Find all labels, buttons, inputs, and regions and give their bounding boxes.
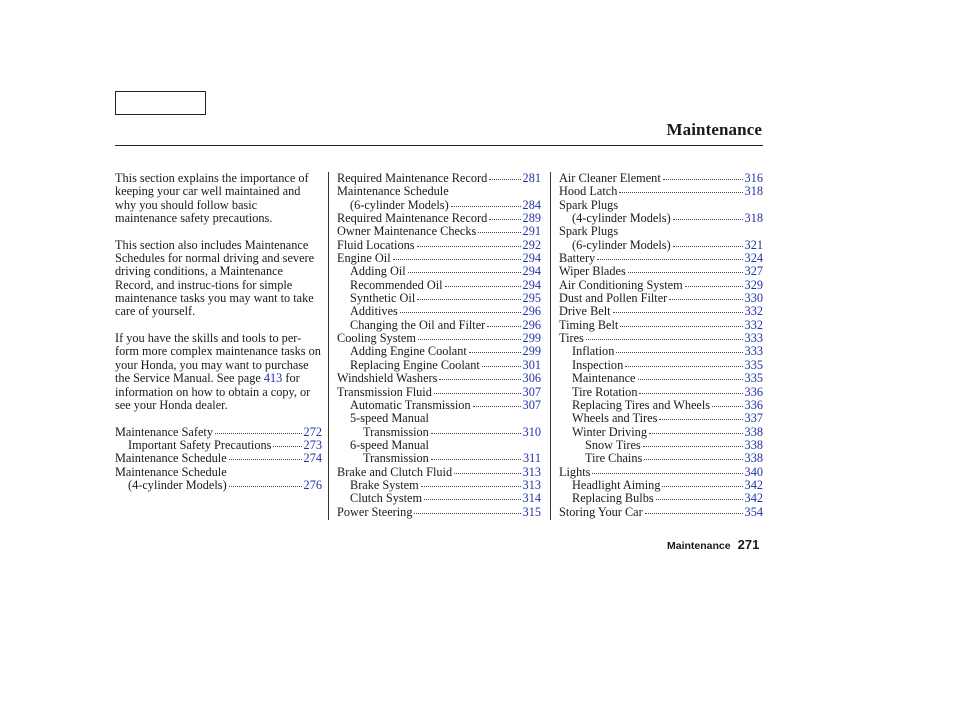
index-entry[interactable] (337, 386, 541, 399)
index-entry[interactable] (559, 386, 763, 399)
page-link[interactable]: 354 (744, 504, 763, 519)
index-entry-label: 6-speed Manual (350, 437, 429, 452)
index-entry-label: Storing Your Car (559, 504, 643, 519)
dot-leader (712, 405, 742, 407)
index-entry[interactable] (337, 199, 541, 212)
index-entry-label: Spark Plugs (559, 224, 619, 239)
page-link[interactable]: 338 (744, 424, 763, 439)
page-link[interactable]: 315 (522, 504, 541, 519)
page-link[interactable]: 313 (522, 464, 541, 479)
dot-leader (414, 512, 520, 514)
index-entry-label: Fluid Locations (337, 237, 415, 252)
index-entry[interactable] (559, 506, 763, 519)
index-entry[interactable] (337, 279, 541, 292)
dot-leader (613, 311, 743, 313)
dot-leader (417, 245, 521, 247)
index-entry (115, 466, 322, 479)
index-entry-label: Brake and Clutch Fluid (337, 464, 453, 479)
index-entry-label: Power Steering (337, 504, 413, 519)
page-link[interactable]: 318 (744, 184, 763, 199)
dot-leader (616, 351, 742, 353)
index-entry-label: Spark Plugs (559, 197, 619, 212)
index-entry[interactable] (115, 426, 322, 439)
page-link[interactable]: 330 (744, 291, 763, 306)
index-entry-label: Tires (559, 331, 584, 346)
dot-leader (489, 178, 520, 180)
page-link[interactable]: 272 (303, 424, 322, 439)
dot-leader (625, 365, 742, 367)
page-link[interactable]: 301 (522, 357, 541, 372)
page-link[interactable]: 316 (744, 171, 763, 185)
page-link[interactable]: 329 (744, 277, 763, 292)
index-entry-label: Tire Chains (585, 451, 643, 466)
dot-leader (685, 285, 743, 287)
index-entry-label: Hood Latch (559, 184, 618, 199)
page-link[interactable]: 284 (522, 197, 541, 212)
dot-leader (431, 458, 521, 460)
index-entry-label: Recommended Oil (350, 277, 443, 292)
index-entry[interactable] (559, 185, 763, 198)
index-column-2 (337, 172, 541, 519)
page-link[interactable]: 289 (522, 211, 541, 226)
index-entry-label: Transmission Fluid (337, 384, 432, 399)
index-entry-label: Battery (559, 251, 596, 266)
dot-leader (400, 311, 521, 313)
index-entry[interactable] (559, 319, 763, 332)
dot-leader (393, 258, 521, 260)
index-entry (559, 225, 763, 238)
dot-leader (619, 191, 742, 193)
index-entry-label: Adding Engine Coolant (350, 344, 467, 359)
index-entry[interactable] (559, 345, 763, 358)
page-number: 271 (737, 537, 760, 552)
index-entry-label: Drive Belt (559, 304, 611, 319)
index-entry[interactable] (559, 332, 763, 345)
index-entry-label: Replacing Engine Coolant (350, 357, 480, 372)
dot-leader (431, 432, 521, 434)
page-link[interactable]: 311 (523, 451, 541, 466)
index-entry-label: Maintenance Schedule (115, 464, 227, 479)
page-link[interactable]: 294 (522, 264, 541, 279)
dot-leader (418, 338, 521, 340)
index-entry-label: Engine Oil (337, 251, 391, 266)
dot-leader (597, 258, 742, 260)
index-entry[interactable] (337, 252, 541, 265)
page-link[interactable]: 333 (744, 344, 763, 359)
dot-leader (673, 245, 743, 247)
index-entry-label: Lights (559, 464, 591, 479)
index-entry[interactable] (337, 466, 541, 479)
dot-leader (473, 405, 521, 407)
page-link[interactable]: 296 (522, 304, 541, 319)
page-link[interactable]: 332 (744, 304, 763, 319)
service-manual-page-link[interactable]: 413 (263, 371, 283, 386)
index-entry-label: Automatic Transmission (350, 397, 471, 412)
index-entry-label: Owner Maintenance Checks (337, 224, 477, 239)
dot-leader (659, 418, 742, 420)
dot-leader (592, 472, 742, 474)
index-entry[interactable] (337, 172, 541, 185)
page-link[interactable]: 336 (744, 397, 763, 412)
index-entry-label: Wiper Blades (559, 264, 626, 279)
dot-leader (229, 485, 302, 487)
section-tab-box (115, 91, 206, 115)
page-link[interactable]: 324 (744, 251, 763, 266)
dot-leader (649, 432, 743, 434)
index-entry-label: (4-cylinder Models) (572, 211, 671, 226)
index-entry[interactable] (559, 479, 763, 492)
index-entry[interactable] (337, 332, 541, 345)
index-entry-label: Headlight Aiming (572, 477, 661, 492)
index-entry[interactable] (337, 319, 541, 332)
page-link[interactable]: 337 (744, 411, 763, 426)
index-entry[interactable] (559, 305, 763, 318)
index-entry-label: Inflation (572, 344, 615, 359)
index-entry[interactable] (559, 172, 763, 185)
dot-leader (639, 392, 742, 394)
page-link[interactable]: 333 (744, 331, 763, 346)
page-link[interactable]: 335 (744, 357, 763, 372)
intro-column (115, 172, 322, 492)
dot-leader (669, 298, 742, 300)
intro-index-list (115, 426, 322, 493)
index-entry[interactable] (337, 292, 541, 305)
index-entry-label: Maintenance Safety (115, 424, 213, 439)
page-link[interactable]: 276 (303, 477, 322, 492)
index-entry[interactable] (559, 239, 763, 252)
page-link[interactable]: 342 (744, 491, 763, 506)
index-entry[interactable] (115, 452, 322, 465)
index-entry[interactable] (559, 279, 763, 292)
dot-leader (638, 378, 743, 380)
dot-leader (643, 445, 743, 447)
index-entry[interactable] (559, 212, 763, 225)
index-entry-label: Replacing Tires and Wheels (572, 397, 711, 412)
index-entry (559, 199, 763, 212)
index-entry-label: Maintenance Schedule (115, 451, 227, 466)
intro-paragraph-3-text-b: for information on how to obtain a copy, or see your Honda dealer. (115, 371, 311, 412)
index-entry[interactable] (559, 439, 763, 452)
index-entry-label: Brake System (350, 477, 419, 492)
index-entry[interactable] (337, 345, 541, 358)
dot-leader (656, 498, 743, 500)
index-entry-label: Wheels and Tires (572, 411, 658, 426)
index-entry[interactable] (337, 225, 541, 238)
column-divider-1 (328, 172, 329, 520)
index-entry[interactable] (115, 439, 322, 452)
page-link[interactable]: 307 (522, 384, 541, 399)
index-entry-label: Required Maintenance Record (337, 171, 488, 185)
index-entry-label: Replacing Bulbs (572, 491, 654, 506)
dot-leader (439, 378, 520, 380)
page-link[interactable]: 281 (522, 171, 541, 185)
page-footer (667, 536, 759, 554)
index-entry-label: Inspection (572, 357, 624, 372)
index-entry-label: Cooling System (337, 331, 416, 346)
index-entry[interactable] (559, 252, 763, 265)
dot-leader (454, 472, 520, 474)
index-entry-label: Timing Belt (559, 317, 619, 332)
dot-leader (620, 325, 742, 327)
page-link[interactable]: 314 (522, 491, 541, 506)
index-entry-label: Adding Oil (350, 264, 406, 279)
page-link[interactable]: 296 (522, 317, 541, 332)
page-link[interactable]: 340 (744, 464, 763, 479)
dot-leader (489, 218, 520, 220)
dot-leader (487, 325, 520, 327)
page-link[interactable]: 306 (522, 371, 541, 386)
index-entry[interactable] (559, 466, 763, 479)
index-entry[interactable] (559, 492, 763, 505)
index-entry[interactable] (337, 426, 541, 439)
index-entry[interactable] (559, 426, 763, 439)
dot-leader (273, 445, 301, 447)
index-entry-label: Maintenance Schedule (337, 184, 449, 199)
dot-leader (408, 271, 521, 273)
page-link[interactable]: 336 (744, 384, 763, 399)
index-entry-label: Transmission (363, 451, 429, 466)
index-entry[interactable] (559, 412, 763, 425)
dot-leader (469, 351, 521, 353)
index-entry[interactable] (559, 292, 763, 305)
index-entry[interactable] (559, 372, 763, 385)
page-link[interactable]: 294 (522, 277, 541, 292)
page-link[interactable]: 273 (303, 437, 322, 452)
page-link[interactable]: 335 (744, 371, 763, 386)
page-link[interactable]: 307 (522, 397, 541, 412)
page-link[interactable]: 294 (522, 251, 541, 266)
index-entry-label: (6-cylinder Models) (350, 197, 449, 212)
index-entry[interactable] (559, 452, 763, 465)
page-link[interactable]: 299 (522, 344, 541, 359)
intro-paragraph-1: This section explains the importance of keeping your car well maintained and why you should follow basic maintenance safety precautions. (115, 171, 309, 226)
page-link[interactable]: 318 (744, 211, 763, 226)
dot-leader (229, 458, 302, 460)
index-entry[interactable] (559, 265, 763, 278)
page-link[interactable]: 274 (303, 451, 322, 466)
index-entry[interactable] (337, 452, 541, 465)
intro-paragraph-3-text-a: If you have the skills and tools to per-form more complex maintenance tasks on your Honda, you may want to purchase the Service Manual. See page (115, 331, 321, 386)
index-entry-label: Windshield Washers (337, 371, 438, 386)
index-entry[interactable] (337, 479, 541, 492)
index-entry (337, 412, 541, 425)
index-entry[interactable] (337, 372, 541, 385)
column-divider-2 (550, 172, 551, 520)
page-link[interactable]: 291 (522, 224, 541, 239)
dot-leader (644, 458, 742, 460)
index-entry[interactable] (337, 265, 541, 278)
dot-leader (417, 298, 520, 300)
dot-leader (482, 365, 521, 367)
dot-leader (586, 338, 743, 340)
page-link[interactable]: 295 (522, 291, 541, 306)
index-entry-label: Important Safety Precautions (128, 437, 272, 452)
index-entry[interactable] (559, 359, 763, 372)
page-link[interactable]: 342 (744, 477, 763, 492)
index-entry-label: Air Conditioning System (559, 277, 683, 292)
page-link[interactable]: 338 (744, 437, 763, 452)
index-entry-label: Maintenance (572, 371, 636, 386)
index-entry-label: Additives (350, 304, 398, 319)
page-link[interactable]: 321 (744, 237, 763, 252)
index-entry[interactable] (337, 212, 541, 225)
index-entry-label: (6-cylinder Models) (572, 237, 671, 252)
intro-paragraph-2: This section also includes Maintenance Schedules for normal driving and severe driving conditions, a Maintenance Record, and instruc-tions for simple maintenance tasks you may want to take care of yourself. (115, 237, 315, 319)
dot-leader (424, 498, 520, 500)
page-link[interactable]: 332 (744, 317, 763, 332)
page-link[interactable]: 292 (522, 237, 541, 252)
page-link[interactable]: 338 (744, 451, 763, 466)
index-entry-label: Snow Tires (585, 437, 641, 452)
index-entry-label: Winter Driving (572, 424, 647, 439)
index-entry-label: Air Cleaner Element (559, 171, 661, 185)
index-entry-label: 5-speed Manual (350, 411, 429, 426)
index-entry[interactable] (337, 506, 541, 519)
index-entry-label: Tire Rotation (572, 384, 638, 399)
dot-leader (663, 178, 743, 180)
index-entry[interactable] (337, 359, 541, 372)
index-entry-label: Required Maintenance Record (337, 211, 488, 226)
index-column-3 (559, 172, 763, 519)
index-entry-label: Changing the Oil and Filter (350, 317, 486, 332)
page-link[interactable]: 327 (744, 264, 763, 279)
index-entry-label: Clutch System (350, 491, 423, 506)
page-link[interactable]: 310 (522, 424, 541, 439)
footer-section-label: Maintenance (667, 540, 731, 552)
dot-leader (645, 512, 743, 514)
dot-leader (421, 485, 521, 487)
dot-leader (215, 432, 302, 434)
index-entry-label: Transmission (363, 424, 429, 439)
title-divider (115, 145, 763, 146)
index-entry[interactable] (337, 399, 541, 412)
page-link[interactable]: 299 (522, 331, 541, 346)
index-entry (337, 439, 541, 452)
index-entry-label: (4-cylinder Models) (128, 477, 227, 492)
index-entry[interactable] (559, 399, 763, 412)
page-link[interactable]: 313 (522, 477, 541, 492)
page-title: Maintenance (666, 120, 762, 139)
dot-leader (673, 218, 743, 220)
index-entry-label: Synthetic Oil (350, 291, 416, 306)
dot-leader (478, 231, 520, 233)
dot-leader (434, 392, 521, 394)
dot-leader (662, 485, 742, 487)
index-entry-label: Dust and Pollen Filter (559, 291, 668, 306)
dot-leader (628, 271, 743, 273)
index-entry[interactable] (337, 305, 541, 318)
index-entry[interactable] (337, 492, 541, 505)
index-entry (337, 185, 541, 198)
index-entry[interactable] (337, 239, 541, 252)
dot-leader (451, 205, 521, 207)
index-entry[interactable] (115, 479, 322, 492)
dot-leader (445, 285, 521, 287)
intro-paragraph-3 (115, 332, 322, 412)
